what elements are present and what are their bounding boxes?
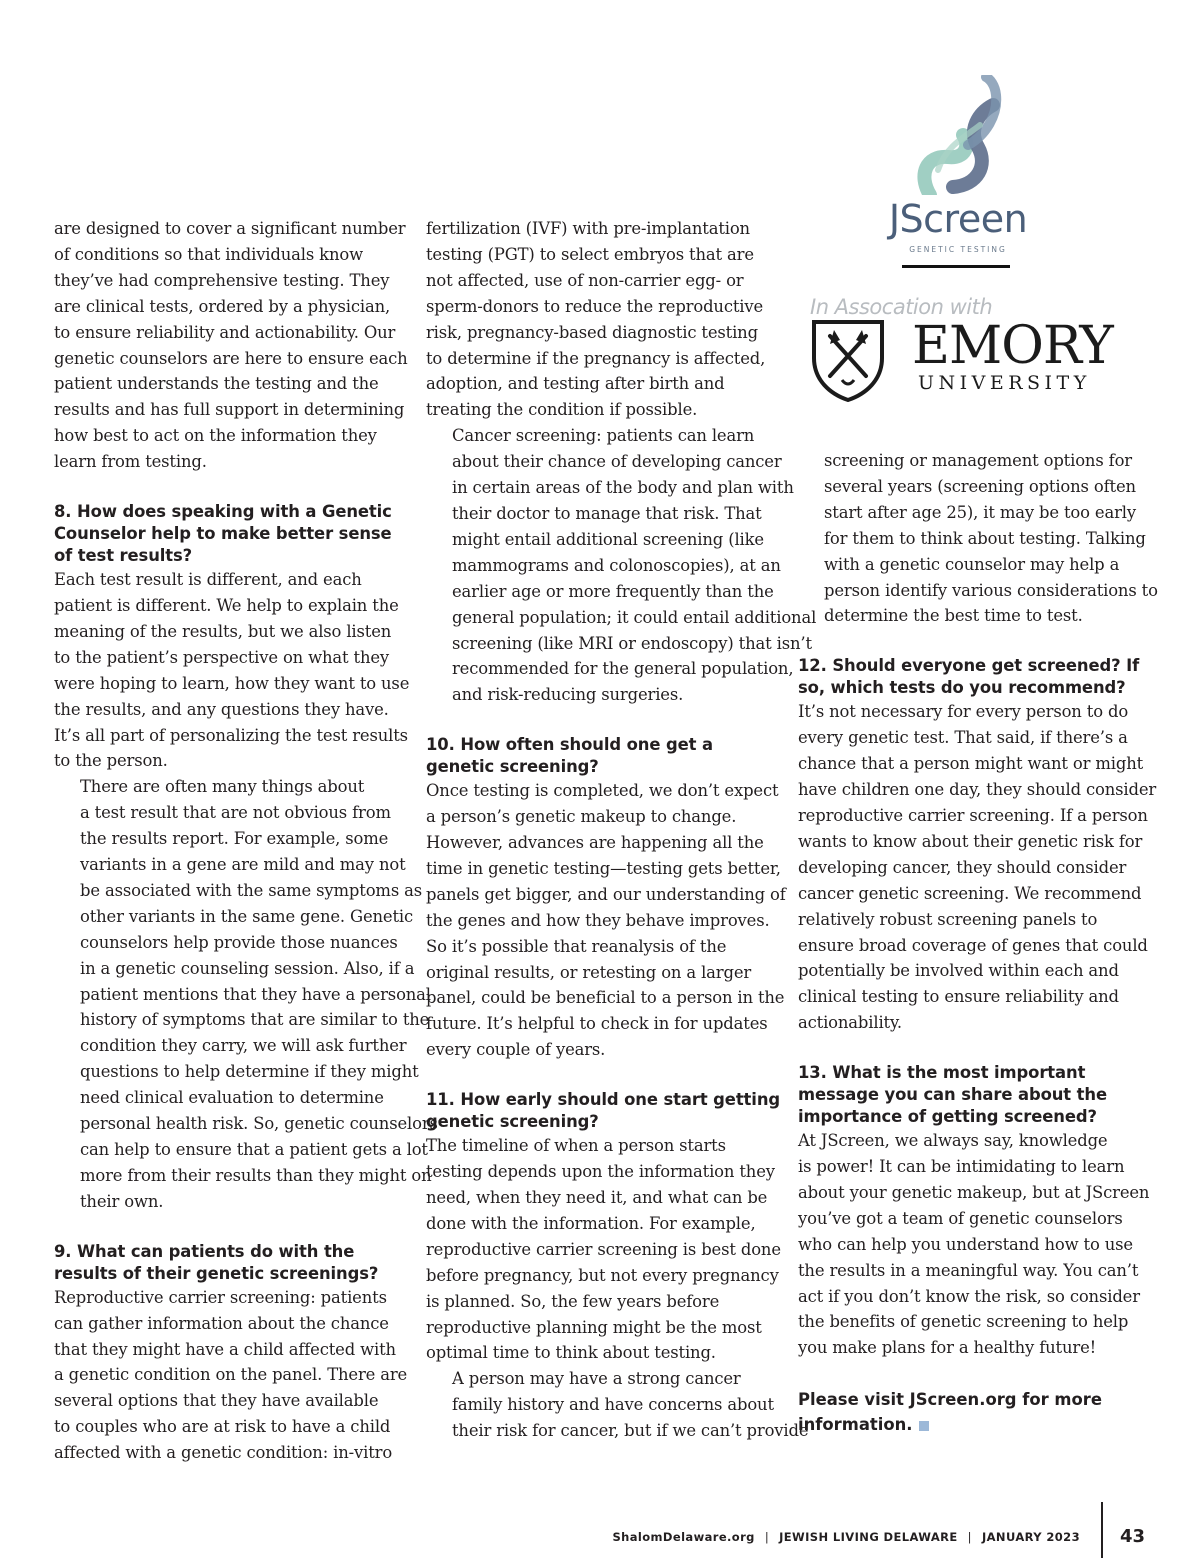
paragraph	[54, 774, 438, 1214]
text-line: screening or management options for	[824, 451, 1132, 470]
text-line: 13. What is the most important	[798, 1063, 1086, 1083]
text-line: and risk-reducing surgeries.	[452, 685, 684, 705]
text-line: message you can share about the	[798, 1085, 1107, 1105]
text-line: the results in a meaningful way. You can’t	[798, 1260, 1139, 1280]
paragraph	[798, 1128, 1150, 1361]
end-mark-icon	[919, 1421, 929, 1431]
jscreen-swirl-icon	[908, 75, 1008, 195]
page-number: 43	[1120, 1526, 1146, 1547]
text-line: the genes and how they behave improves.	[426, 910, 770, 930]
text-line: actionability.	[798, 1013, 902, 1033]
text-line: 9. What can patients do with the	[54, 1241, 355, 1261]
text-line: person identify various considerations to	[824, 580, 1158, 600]
footer-site-link[interactable]: ShalomDelaware.org	[612, 1530, 755, 1544]
question-heading-8	[54, 501, 404, 567]
text-line: might entail additional screening (like	[452, 529, 764, 549]
association-text: In Assocation with	[810, 295, 993, 319]
paragraph	[426, 1366, 809, 1444]
footer-issue: JANUARY 2023	[981, 1530, 1080, 1544]
text-line: for them to think about testing. Talking	[824, 528, 1146, 548]
text-line: panels get bigger, and our understanding of	[426, 884, 786, 904]
text-line: their own.	[80, 1191, 164, 1211]
paragraph	[426, 216, 776, 423]
text-line: cancer genetic screening. We recommend	[798, 883, 1142, 903]
paragraph	[54, 567, 410, 774]
text-line: before pregnancy, but not every pregnancy	[426, 1265, 779, 1285]
text-line: have children one day, they should consider	[798, 780, 1157, 800]
text-line: However, advances are happening all the	[426, 833, 764, 853]
text-line: Counselor help to make better sense	[54, 524, 392, 544]
logo-divider	[902, 265, 1010, 268]
text-line: reproductive carrier screening is best done	[426, 1239, 781, 1259]
text-line: act if you don’t know the risk, so consider	[798, 1286, 1140, 1306]
text-line: in a genetic counseling session. Also, if a	[80, 958, 415, 978]
text-line: At JScreen, we always say, knowledge	[798, 1131, 1108, 1151]
text-line: to determine if the pregnancy is affected,	[426, 348, 766, 368]
text-line: reproductive planning might be the most	[426, 1317, 762, 1337]
text-line: is power! It can be intimidating to learn	[798, 1157, 1125, 1177]
footer-publication: JEWISH LIVING DELAWARE	[779, 1530, 958, 1544]
paragraph	[426, 778, 786, 1063]
text-line: how best to act on the information they	[54, 426, 377, 446]
footer-separator: |	[967, 1530, 972, 1544]
text-line: treating the condition if possible.	[426, 400, 698, 420]
text-line: mammograms and colonoscopies), at an	[452, 555, 781, 575]
text-line: every couple of years.	[426, 1040, 606, 1060]
text-line: are designed to cover a significant number	[54, 219, 406, 238]
jscreen-wordmark: JScreen	[888, 197, 1028, 241]
text-line: a test result that are not obvious from	[80, 803, 391, 823]
text-line: the results report. For example, some	[80, 829, 389, 849]
text-line: recommended for the general population,	[452, 659, 794, 679]
text-line: chance that a person might want or might	[798, 754, 1144, 774]
page-footer	[560, 1530, 1080, 1544]
text-line: optimal time to think about testing.	[426, 1343, 716, 1363]
paragraph	[426, 1133, 781, 1366]
text-line: to the person.	[54, 751, 168, 771]
text-line: 11. How early should one start getting	[426, 1090, 781, 1110]
text-line: 12. Should everyone get screened? If	[798, 656, 1140, 676]
emory-shield-icon	[810, 318, 886, 402]
jscreen-tagline: GENETIC TESTING	[909, 245, 1007, 254]
footer-separator: |	[764, 1530, 770, 1544]
text-line: were hoping to learn, how they want to use	[54, 673, 410, 693]
text-line: with a genetic counselor may help a	[824, 554, 1120, 574]
paragraph	[54, 216, 408, 475]
text-line: risk, pregnancy-based diagnostic testing	[426, 322, 758, 342]
text-line: you’ve got a team of genetic counselors	[798, 1208, 1123, 1228]
text-line: genetic counselors are here to ensure each	[54, 348, 408, 368]
text-line: panel, could be beneficial to a person in the	[426, 988, 785, 1008]
text-line: about their chance of developing cancer	[452, 452, 782, 472]
text-line: you make plans for a healthy future!	[798, 1338, 1097, 1358]
question-heading-10	[426, 734, 776, 778]
text-line: So it’s possible that reanalysis of the	[426, 936, 727, 956]
cta-suffix: for more	[1016, 1390, 1102, 1410]
text-line: adoption, and testing after birth and	[426, 374, 725, 394]
text-line: Cancer screening: patients can learn	[452, 426, 755, 446]
text-line: can help to ensure that a patient gets a lot	[80, 1140, 428, 1159]
text-line: time in genetic testing—testing gets better,	[426, 858, 781, 878]
text-line: a person’s genetic makeup to change.	[426, 807, 737, 827]
text-line: patient understands the testing and the	[54, 374, 379, 394]
text-line: testing depends upon the information they	[426, 1162, 775, 1182]
text-line: be associated with the same symptoms as	[80, 880, 423, 900]
text-line: affected with a genetic condition: in-vitro	[54, 1443, 393, 1463]
text-line: so, which tests do you recommend?	[798, 678, 1126, 698]
text-line: need clinical evaluation to determine	[80, 1088, 384, 1108]
text-line: can gather information about the chance	[54, 1313, 389, 1333]
text-line: patient mentions that they have a personal	[80, 984, 431, 1004]
text-line: condition they carry, we will ask further	[80, 1036, 407, 1056]
text-line: The timeline of when a person starts	[426, 1136, 726, 1156]
text-line: patient is different. We help to explain the	[54, 595, 399, 615]
text-line: personal health risk. So, genetic counselors	[80, 1114, 438, 1134]
text-line: general population; it could entail additional	[452, 607, 817, 627]
text-line: 8. How does speaking with a Genetic	[54, 502, 392, 522]
text-line: results of their genetic screenings?	[54, 1263, 379, 1283]
text-line: 10. How often should one get a	[426, 735, 713, 755]
text-line: clinical testing to ensure reliability and	[798, 987, 1119, 1007]
text-line: Each test result is different, and each	[54, 570, 362, 590]
text-line: they’ve had comprehensive testing. They	[54, 270, 390, 290]
text-line: counselors help provide those nuances	[80, 932, 398, 952]
question-heading-11	[426, 1089, 781, 1133]
question-heading-9	[54, 1241, 404, 1285]
text-line: of conditions so that individuals know	[54, 244, 363, 264]
text-line: several options that they have available	[54, 1391, 379, 1411]
text-line: fertilization (IVF) with pre-implantation	[426, 219, 750, 238]
text-line: the results, and any questions they have.	[54, 699, 389, 719]
text-line: results and has full support in determining	[54, 400, 405, 420]
text-line: family history and have concerns about	[452, 1395, 774, 1415]
text-line: start after age 25), it may be too early	[824, 502, 1136, 522]
text-line: sperm-donors to reduce the reproductive	[426, 296, 764, 316]
paragraph	[798, 448, 1158, 629]
text-line: who can help you understand how to use	[798, 1234, 1133, 1254]
paragraph	[54, 1285, 408, 1466]
text-line: Reproductive carrier screening: patients	[54, 1287, 387, 1307]
question-heading-12	[798, 655, 1150, 699]
emory-university-text: UNIVERSITY	[918, 372, 1091, 394]
text-line: need, when they need it, and what can be	[426, 1188, 768, 1207]
text-line: genetic screening?	[426, 1112, 599, 1132]
text-line: earlier age or more frequently than the	[452, 581, 774, 601]
text-line: history of symptoms that are similar to the	[80, 1010, 430, 1030]
text-line: of test results?	[54, 546, 193, 566]
text-line: testing (PGT) to select embryos that are	[426, 244, 754, 264]
text-line: that they might have a child affected with	[54, 1339, 396, 1359]
paragraph	[798, 699, 1157, 1036]
text-line: not affected, use of non-carrier egg- or	[426, 270, 744, 290]
text-line: their risk for cancer, but if we can’t provide	[452, 1421, 809, 1441]
text-line: original results, or retesting on a larger	[426, 962, 752, 982]
call-to-action	[798, 1387, 1150, 1437]
text-line: It’s not necessary for every person to do	[798, 702, 1129, 722]
text-line: reproductive carrier screening. If a person	[798, 805, 1148, 825]
text-line: in certain areas of the body and plan with	[452, 478, 794, 498]
cta-prefix: Please visit	[798, 1390, 910, 1410]
column-1	[54, 216, 438, 1466]
text-line: It’s all part of personalizing the test results	[54, 725, 408, 745]
text-line: variants in a gene are mild and may not	[80, 855, 406, 875]
text-line: Once testing is completed, we don’t expect	[426, 781, 779, 801]
text-line: done with the information. For example,	[426, 1213, 756, 1233]
text-line: wants to know about their genetic risk for	[798, 831, 1143, 851]
text-line: other variants in the same gene. Genetic	[80, 906, 414, 926]
text-line: questions to help determine if they might	[80, 1062, 419, 1082]
text-line: several years (screening options often	[824, 476, 1136, 496]
text-line: potentially be involved within each and	[798, 961, 1119, 981]
text-line: screening (like MRI or endoscopy) that isn’t	[452, 633, 812, 653]
text-line: every genetic test. That said, if there’s a	[798, 728, 1128, 748]
text-line: the benefits of genetic screening to help	[798, 1312, 1129, 1332]
jscreen-logo	[878, 75, 1038, 254]
text-line: about your genetic makeup, but at JScreen	[798, 1182, 1150, 1202]
text-line: learn from testing.	[54, 452, 207, 472]
text-line: There are often many things about	[80, 777, 365, 797]
text-line: A person may have a strong cancer	[452, 1369, 741, 1389]
text-line: developing cancer, they should consider	[798, 857, 1127, 877]
column-3	[798, 448, 1158, 1437]
text-line: importance of getting screened?	[798, 1107, 1097, 1127]
text-line: is planned. So, the few years before	[426, 1291, 720, 1311]
emory-wordmark: EMORY	[912, 316, 1113, 376]
text-line: to the patient’s perspective on what they	[54, 647, 390, 667]
footer-divider	[1101, 1502, 1103, 1558]
text-line: ensure broad coverage of genes that could	[798, 935, 1148, 955]
text-line: determine the best time to test.	[824, 606, 1083, 626]
paragraph	[426, 423, 817, 708]
text-line: to couples who are at risk to have a child	[54, 1417, 391, 1437]
question-heading-13	[798, 1062, 1150, 1128]
text-line: meaning of the results, but we also listen	[54, 621, 392, 641]
column-2	[426, 216, 817, 1444]
text-line: their doctor to manage that risk. That	[452, 503, 762, 523]
text-line: relatively robust screening panels to	[798, 909, 1098, 929]
cta-line2: information.	[798, 1415, 913, 1435]
text-line: a genetic condition on the panel. There are	[54, 1365, 408, 1385]
text-line: genetic screening?	[426, 757, 599, 777]
jscreen-link[interactable]: JScreen.org	[909, 1390, 1017, 1410]
text-line: are clinical tests, ordered by a physician,	[54, 296, 391, 316]
text-line: to ensure reliability and actionability. Our	[54, 322, 396, 342]
text-line: future. It’s helpful to check in for updates	[426, 1014, 768, 1034]
text-line: more from their results than they might on	[80, 1165, 432, 1185]
